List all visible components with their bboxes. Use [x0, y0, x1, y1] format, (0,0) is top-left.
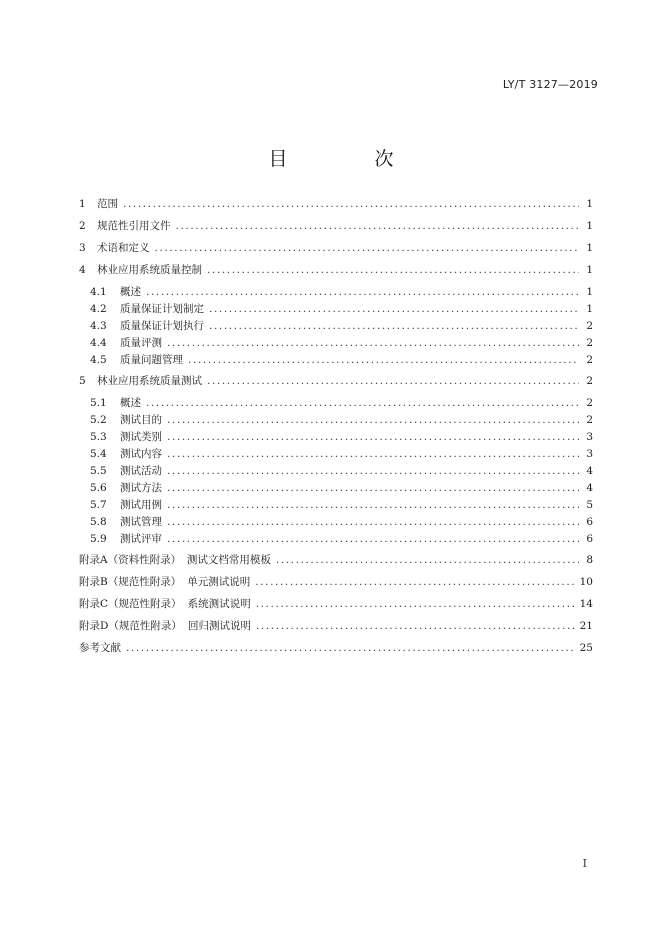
- toc-leader-dots: [256, 598, 576, 610]
- toc-entry-appendix-b[interactable]: [79, 576, 593, 588]
- toc-entry-number: 5.1: [90, 397, 107, 409]
- toc-entry-number: 5: [79, 375, 86, 387]
- toc-entry-3[interactable]: [79, 242, 593, 254]
- toc-entry-5-6[interactable]: [79, 482, 593, 494]
- toc-entry-number: 4.5: [90, 354, 107, 366]
- toc-entry-5[interactable]: [79, 375, 593, 387]
- toc-entry-number: 4.3: [90, 320, 107, 332]
- toc-entry-title: 林业应用系统质量测试: [97, 375, 202, 387]
- toc-entry-page: 2: [586, 375, 593, 387]
- toc-entry-page: 1: [586, 198, 593, 210]
- toc-entry-title: 质量保证计划执行: [120, 320, 204, 332]
- toc-entry-page: 2: [586, 414, 593, 426]
- toc-leader-dots: [167, 516, 579, 528]
- toc-entry-references[interactable]: [79, 642, 593, 654]
- toc-entry-4-2[interactable]: [79, 303, 593, 315]
- toc-leader-dots: [167, 482, 579, 494]
- toc-entry-page: 8: [586, 554, 593, 566]
- toc-entry-1[interactable]: [79, 198, 593, 210]
- toc-entry-page: 10: [579, 576, 593, 588]
- toc-appendix-label: 附录D（规范性附录）: [79, 620, 182, 632]
- toc-entry-appendix-a[interactable]: [79, 554, 593, 566]
- toc-entry-page: 14: [579, 598, 593, 610]
- toc-entry-page: 2: [586, 337, 593, 349]
- toc-entry-4[interactable]: [79, 264, 593, 276]
- toc-entry-number: 5.9: [90, 533, 107, 545]
- toc-leader-dots: [146, 397, 579, 409]
- toc-leader-dots: [276, 554, 579, 566]
- toc-entry-title: 质量保证计划制定: [120, 303, 204, 315]
- toc-entry-5-4[interactable]: [79, 448, 593, 460]
- toc-leader-dots: [207, 375, 579, 387]
- toc-entry-title: 单元测试说明: [187, 576, 251, 588]
- toc-entry-5-2[interactable]: [79, 414, 593, 426]
- toc-leader-dots: [167, 499, 579, 511]
- toc-entry-number: 5.4: [90, 448, 107, 460]
- toc-entry-title: 林业应用系统质量控制: [97, 264, 202, 276]
- toc-entry-title: 系统测试说明: [187, 598, 251, 610]
- toc-entry-page: 6: [586, 533, 593, 545]
- toc-entry-appendix-c[interactable]: [79, 598, 593, 610]
- toc-entry-title: 测试用例: [120, 499, 162, 511]
- toc-entry-number: 4.4: [90, 337, 107, 349]
- toc-entry-number: 5.8: [90, 516, 107, 528]
- toc-leader-dots: [209, 320, 579, 332]
- toc-entry-page: 1: [586, 264, 593, 276]
- toc-entry-4-3[interactable]: [79, 320, 593, 332]
- toc-entry-title: 概述: [120, 397, 141, 409]
- toc-leader-dots: [188, 354, 579, 366]
- toc-entry-title: 测试方法: [120, 482, 162, 494]
- toc-entry-page: 25: [579, 642, 593, 654]
- toc-leader-dots: [167, 465, 579, 477]
- toc-entry-number: 4.2: [90, 303, 107, 315]
- toc-leader-dots: [123, 198, 579, 210]
- toc-entry-5-1[interactable]: [79, 397, 593, 409]
- toc-entry-number: 5.7: [90, 499, 107, 511]
- toc-entry-title: 测试评审: [120, 533, 162, 545]
- toc-entry-5-7[interactable]: [79, 499, 593, 511]
- toc-leader-dots: [176, 220, 580, 232]
- toc-entry-page: 21: [579, 620, 593, 632]
- toc-entry-page: 4: [586, 465, 593, 477]
- toc-entry-4-5[interactable]: [79, 354, 593, 366]
- toc-entry-page: 1: [586, 242, 593, 254]
- toc-entry-page: 2: [586, 320, 593, 332]
- toc-entry-title: 测试类别: [120, 431, 162, 443]
- toc-entry-4-4[interactable]: [79, 337, 593, 349]
- document-code: LY/T 3127—2019: [502, 78, 598, 91]
- toc-entry-number: 5.2: [90, 414, 107, 426]
- toc-entry-title: 测试内容: [120, 448, 162, 460]
- toc-entry-page: 4: [586, 482, 593, 494]
- toc-title: 目 次: [268, 148, 428, 170]
- toc-leader-dots: [207, 264, 579, 276]
- toc-appendix-label: 附录C（规范性附录）: [79, 598, 182, 610]
- toc-entry-5-9[interactable]: [79, 533, 593, 545]
- toc-entry-number: 5.3: [90, 431, 107, 443]
- toc-leader-dots: [255, 576, 575, 588]
- toc-entry-title: 质量评测: [120, 337, 162, 349]
- toc-entry-5-5[interactable]: [79, 465, 593, 477]
- toc-entry-number: 2: [79, 220, 86, 232]
- toc-appendix-label: 附录B（规范性附录）: [79, 576, 182, 588]
- toc-entry-page: 1: [586, 220, 593, 232]
- toc-entry-page: 2: [586, 354, 593, 366]
- toc-entry-5-8[interactable]: [79, 516, 593, 528]
- toc-leader-dots: [167, 414, 579, 426]
- toc-entry-title: 术语和定义: [97, 242, 150, 254]
- toc-entry-title: 概述: [120, 286, 141, 298]
- toc-leader-dots: [167, 431, 579, 443]
- toc-entry-number: 4.1: [90, 286, 107, 298]
- toc-entry-page: 3: [586, 448, 593, 460]
- page-number: I: [582, 857, 587, 870]
- toc-entry-4-1[interactable]: [79, 286, 593, 298]
- toc-entry-title: 回归测试说明: [187, 620, 251, 632]
- toc-leader-dots: [146, 286, 579, 298]
- toc-leader-dots: [256, 620, 576, 632]
- toc-entry-title: 测试活动: [120, 465, 162, 477]
- toc-appendix-label: 附录A（资料性附录）: [79, 554, 182, 566]
- toc-entry-number: 4: [79, 264, 86, 276]
- toc-entry-page: 6: [586, 516, 593, 528]
- toc-entry-title: 测试管理: [120, 516, 162, 528]
- toc-leader-dots: [167, 533, 579, 545]
- toc-entry-page: 1: [586, 303, 593, 315]
- toc-entry-title: 测试文档常用模板: [186, 554, 271, 566]
- toc-entry-title: 规范性引用文件: [97, 220, 171, 232]
- toc-entry-appendix-d[interactable]: [79, 620, 593, 632]
- toc-entry-2[interactable]: [79, 220, 593, 232]
- toc-entry-page: 1: [586, 286, 593, 298]
- toc-leader-dots: [167, 448, 579, 460]
- toc-entry-page: 2: [586, 397, 593, 409]
- toc-leader-dots: [126, 642, 576, 654]
- toc-entry-title: 质量问题管理: [120, 354, 183, 366]
- toc-entry-number: 1: [79, 198, 86, 210]
- toc-entry-number: 5.5: [90, 465, 107, 477]
- toc-leader-dots: [155, 242, 580, 254]
- toc-leader-dots: [167, 337, 579, 349]
- toc-entry-title: 范围: [97, 198, 118, 210]
- toc-entry-page: 5: [586, 499, 593, 511]
- table-of-contents: [79, 198, 593, 654]
- toc-entry-title: 测试目的: [120, 414, 162, 426]
- toc-entry-number: 5.6: [90, 482, 107, 494]
- toc-leader-dots: [209, 303, 579, 315]
- toc-entry-title: 参考文献: [79, 642, 121, 654]
- toc-entry-page: 3: [586, 431, 593, 443]
- toc-entry-5-3[interactable]: [79, 431, 593, 443]
- toc-entry-number: 3: [79, 242, 86, 254]
